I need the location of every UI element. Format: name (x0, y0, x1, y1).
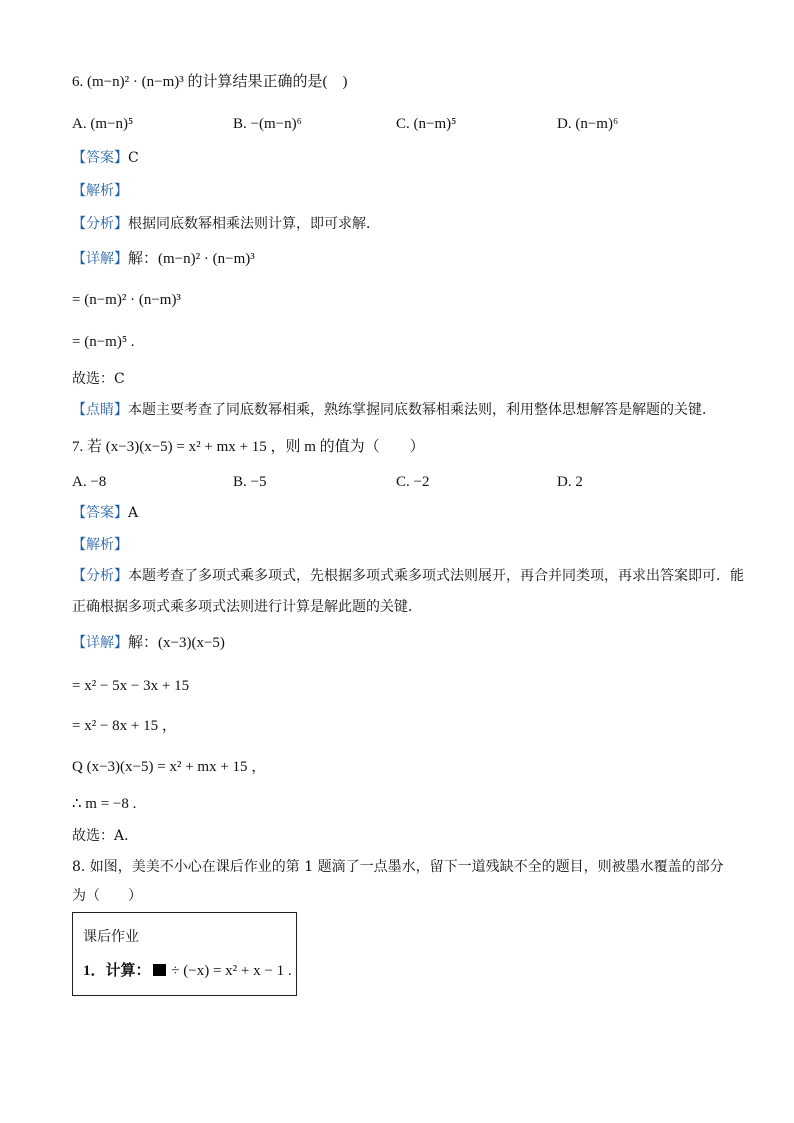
q7-step-1: = x² − 5x − 3x + 15 (72, 678, 190, 694)
q7-fenxi-cont: 正确根据多项式乘多项式法则进行计算是解此题的关键． (72, 599, 422, 615)
detail-label: 【详解】 (72, 635, 128, 651)
homework-title: 课后作业 (83, 929, 139, 945)
q6-fenxi-row (72, 214, 380, 234)
comment-text: 本题主要考查了同底数幂相乘，熟练掌握同底数幂相乘法则，利用整体思想解答是解题的关键． (128, 402, 716, 418)
q7-stem: 7. 若 (x−3)(x−5) = x² + mx + 15 ，则 m 的值为（ ） (72, 439, 425, 455)
homework-question-prefix: 1．计算： (83, 963, 151, 979)
detail-label: 【详解】 (72, 251, 128, 267)
detail-line: 解：(m−n)² · (n−m)³ (128, 251, 255, 267)
comment-label: 【点睛】 (72, 402, 128, 418)
q7-step-3: Q (x−3)(x−5) = x² + mx + 15 ， (72, 759, 267, 775)
answer-label: 【答案】 (72, 505, 128, 521)
q6-option-b: B. −(m−n)⁶ (233, 116, 302, 132)
q6-choose: 故选：C (72, 371, 125, 387)
q6-analysis-label: 【解析】 (72, 183, 128, 199)
q6-stem: 6. (m−n)² · (n−m)³ 的计算结果正确的是( ) (72, 74, 348, 90)
q7-option-a: A. −8 (72, 474, 107, 490)
ink-blot-icon (153, 964, 166, 976)
fenxi-label: 【分析】 (72, 216, 128, 232)
homework-question (83, 961, 292, 981)
fenxi-text: 本题考查了多项式乘多项式，先根据多项式乘多项式法则展开，再合并同类项，再求出答案即可．能 (128, 568, 744, 584)
q6-option-d: D. (n−m)⁶ (557, 116, 619, 132)
answer-value: A (128, 505, 139, 521)
q7-option-d: D. 2 (557, 474, 583, 490)
q7-option-b: B. −5 (233, 474, 267, 490)
q6-answer-row (72, 148, 139, 168)
q6-option-a: A. (m−n)⁵ (72, 116, 134, 132)
answer-value: C (128, 150, 139, 166)
q7-detail-row (72, 633, 225, 653)
q8-stem-cont: 为（ ） (72, 888, 142, 904)
q7-choose: 故选：A． (72, 828, 139, 844)
q7-analysis-label: 【解析】 (72, 537, 128, 553)
q7-answer-row (72, 503, 138, 523)
homework-question-rest: ÷ (−x) = x² + x − 1 . (167, 963, 292, 979)
homework-card (72, 912, 297, 996)
q7-step-2: = x² − 8x + 15 ， (72, 718, 177, 734)
q6-option-c: C. (n−m)⁵ (396, 116, 457, 132)
q6-step-2: = (n−m)⁵ . (72, 334, 135, 350)
q7-fenxi-row (72, 566, 744, 586)
fenxi-text: 根据同底数幂相乘法则计算，即可求解． (128, 216, 380, 232)
q7-step-4: ∴ m = −8 . (72, 796, 137, 812)
q8-stem: 8. 如图，美美不小心在课后作业的第 1 题滴了一点墨水，留下一道残缺不全的题目，则被墨水覆盖的部分 (72, 859, 724, 875)
answer-label: 【答案】 (72, 150, 128, 166)
q6-step-1: = (n−m)² · (n−m)³ (72, 292, 181, 308)
q6-comment-row (72, 400, 716, 420)
fenxi-label: 【分析】 (72, 568, 128, 584)
q7-option-c: C. −2 (396, 474, 430, 490)
q6-detail-row (72, 249, 255, 269)
detail-line: 解：(x−3)(x−5) (128, 635, 225, 651)
